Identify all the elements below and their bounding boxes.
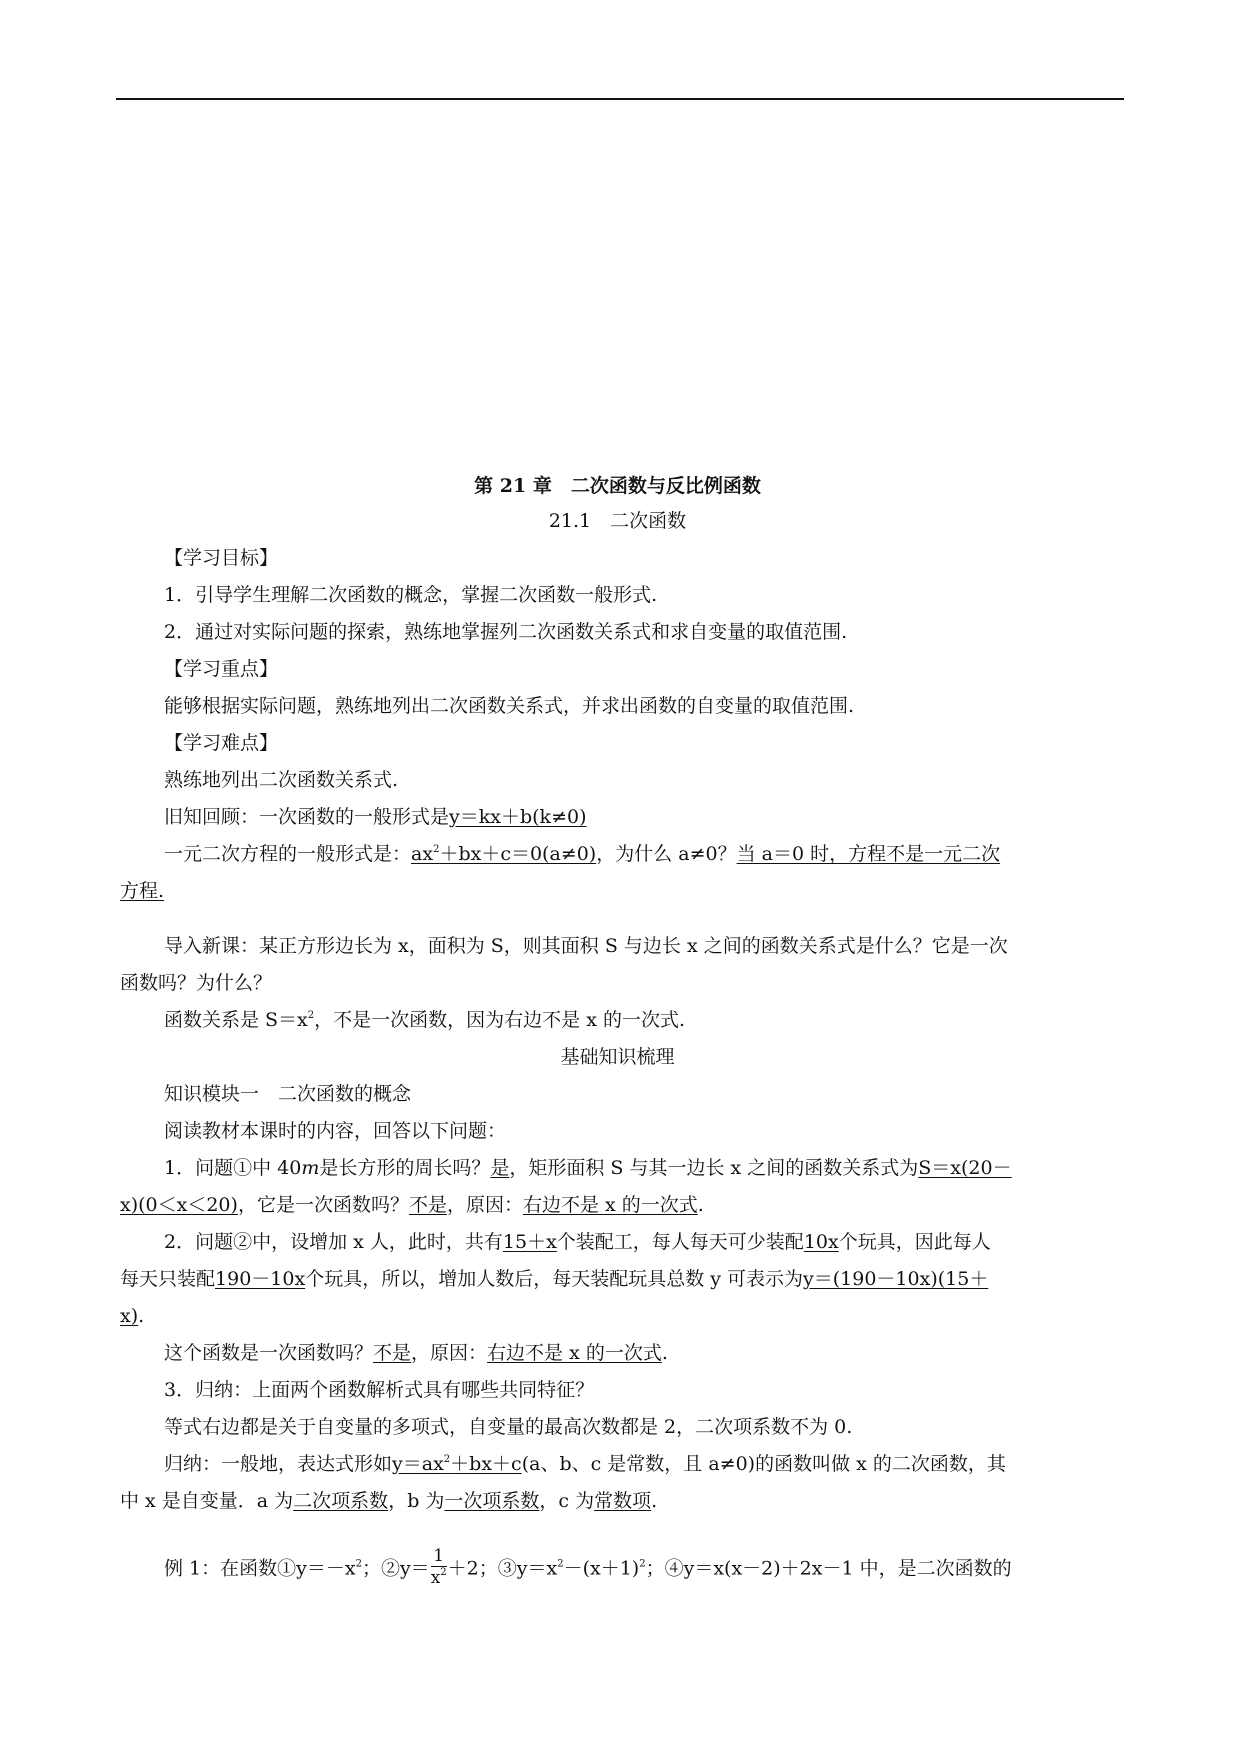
review-quad-prefix: 一元二次方程的一般形式是： [164,843,412,865]
summary-a: 二次项系数 [293,1490,389,1512]
q1-answer-yes: 是 [490,1157,510,1179]
review-linear-answer: y＝kx＋b(k≠0) [449,806,587,828]
summary-c: 常数项 [594,1490,652,1512]
q2b-no: 不是 [373,1342,412,1364]
q1-reason: 右边不是 x 的一次式 [522,1194,698,1216]
summary-b: 一次项系数 [444,1490,540,1512]
q2-formula-2: x) [120,1305,139,1327]
section-title: 21.1 二次函数 [548,510,687,532]
intro-line-2: 函数吗？为什么？ [120,972,273,994]
question-2-line-1: 2．问题②中，设增加 x 人，此时，共有15＋x个装配工，每人每天可少装配10x个玩具，因此每人 [164,1231,991,1253]
review-quad-reason-1: 当 a＝0 时，方程不是一元二次 [736,843,1001,865]
key-points-text: 能够根据实际问题，熟练地列出二次函数关系式，并求出函数的自变量的取值范围. [164,695,855,717]
q1-formula-1: S＝x(20－ [918,1157,1012,1179]
summary-formula: $y=ax^2+bx+c$ [392,1453,522,1475]
q2b-reason: 右边不是 x 的一次式 [487,1342,662,1364]
example-1: 例 1：在函数$①y=-x^2$；②y＝ $\frac{1}{x^2}$ ＋2；$③y=x^2-(x+1)^2$；④y＝x(x－2)＋2x－1 中，是二次函数的 [164,1546,1012,1588]
q2-less: 10x [803,1231,839,1253]
review-quadratic-cont [120,879,164,903]
review-linear-prefix: 旧知回顾：一次函数的一般形式是 [164,806,450,828]
module1-prompt: 阅读教材本课时的内容，回答以下问题： [164,1120,507,1142]
header-rule [116,98,1124,100]
question-2-line-3: x). [120,1305,145,1327]
review-linear [164,805,587,829]
intro-answer: 函数关系是 $S=x^2$，不是一次函数，因为右边不是 x 的一次式. [164,1009,685,1031]
question-2-line-2: 每天只装配190－10x个玩具，所以，增加人数后，每天装配玩具总数 y 可表示为y＝(190－10x)(15＋ [120,1268,989,1290]
q2-workers: 15＋x [502,1231,557,1253]
difficulties-heading: 【学习难点】 [164,732,279,754]
question-2b: 这个函数是一次函数吗？不是，原因：右边不是 x 的一次式. [164,1342,668,1364]
module1-title: 知识模块一 二次函数的概念 [164,1083,412,1105]
q1-formula-2: x)(0＜x＜20) [120,1194,238,1216]
review-quad-answer: $ax^2+bx+c=0(a\ne 0)$ [411,843,597,865]
question-1-line-2: x)(0＜x＜20)，它是一次函数吗？不是，原因：右边不是 x 的一次式. [120,1194,704,1216]
chapter-title: 第 21 章 二次函数与反比例函数 [474,475,761,497]
key-points-heading: 【学习重点】 [164,658,279,680]
review-quadratic [164,842,1000,866]
question-1-line-1: 1．问题①中 40m是长方形的周长吗？是，矩形面积 S 与其一边长 x 之间的函数关系式为S＝x(20－ [164,1157,1012,1179]
goals-heading: 【学习目标】 [164,547,279,569]
q2-formula-1: y＝(190－10x)(15＋ [803,1268,989,1290]
question-3-answer: 等式右边都是关于自变量的多项式，自变量的最高次数都是 2，二次项系数不为 0. [164,1416,853,1438]
intro-line-1: 导入新课：某正方形边长为 x，面积为 S，则其面积 S 与边长 x 之间的函数关系式是什么？它是一次 [164,935,1008,957]
basics-title: 基础知识梳理 [560,1046,675,1068]
difficulties-text: 熟练地列出二次函数关系式. [164,769,399,791]
q2-each: 190－10x [215,1268,306,1290]
question-3: 3．归纳：上面两个函数解析式具有哪些共同特征？ [164,1379,595,1401]
q1-answer-no: 不是 [408,1194,447,1216]
review-quad-reason-2: 方程. [120,880,165,902]
summary-line-2: 中 x 是自变量．a 为二次项系数，b 为一次项系数，c 为常数项. [120,1490,658,1512]
summary-line-1: 归纳：一般地，表达式形如$y=ax^2+bx+c(a$、b、c 是常数，且 a≠0)的函数叫做 x 的二次函数，其 [164,1453,1006,1475]
review-quad-middle: ，为什么 a≠0？ [596,843,737,865]
goal-item-1: 1．引导学生理解二次函数的概念，掌握二次函数一般形式. [164,584,658,606]
fraction: $\frac{1}{x^2}$ [430,1546,447,1588]
goal-item-2: 2．通过对实际问题的探索，熟练地掌握列二次函数关系式和求自变量的取值范围. [164,621,848,643]
